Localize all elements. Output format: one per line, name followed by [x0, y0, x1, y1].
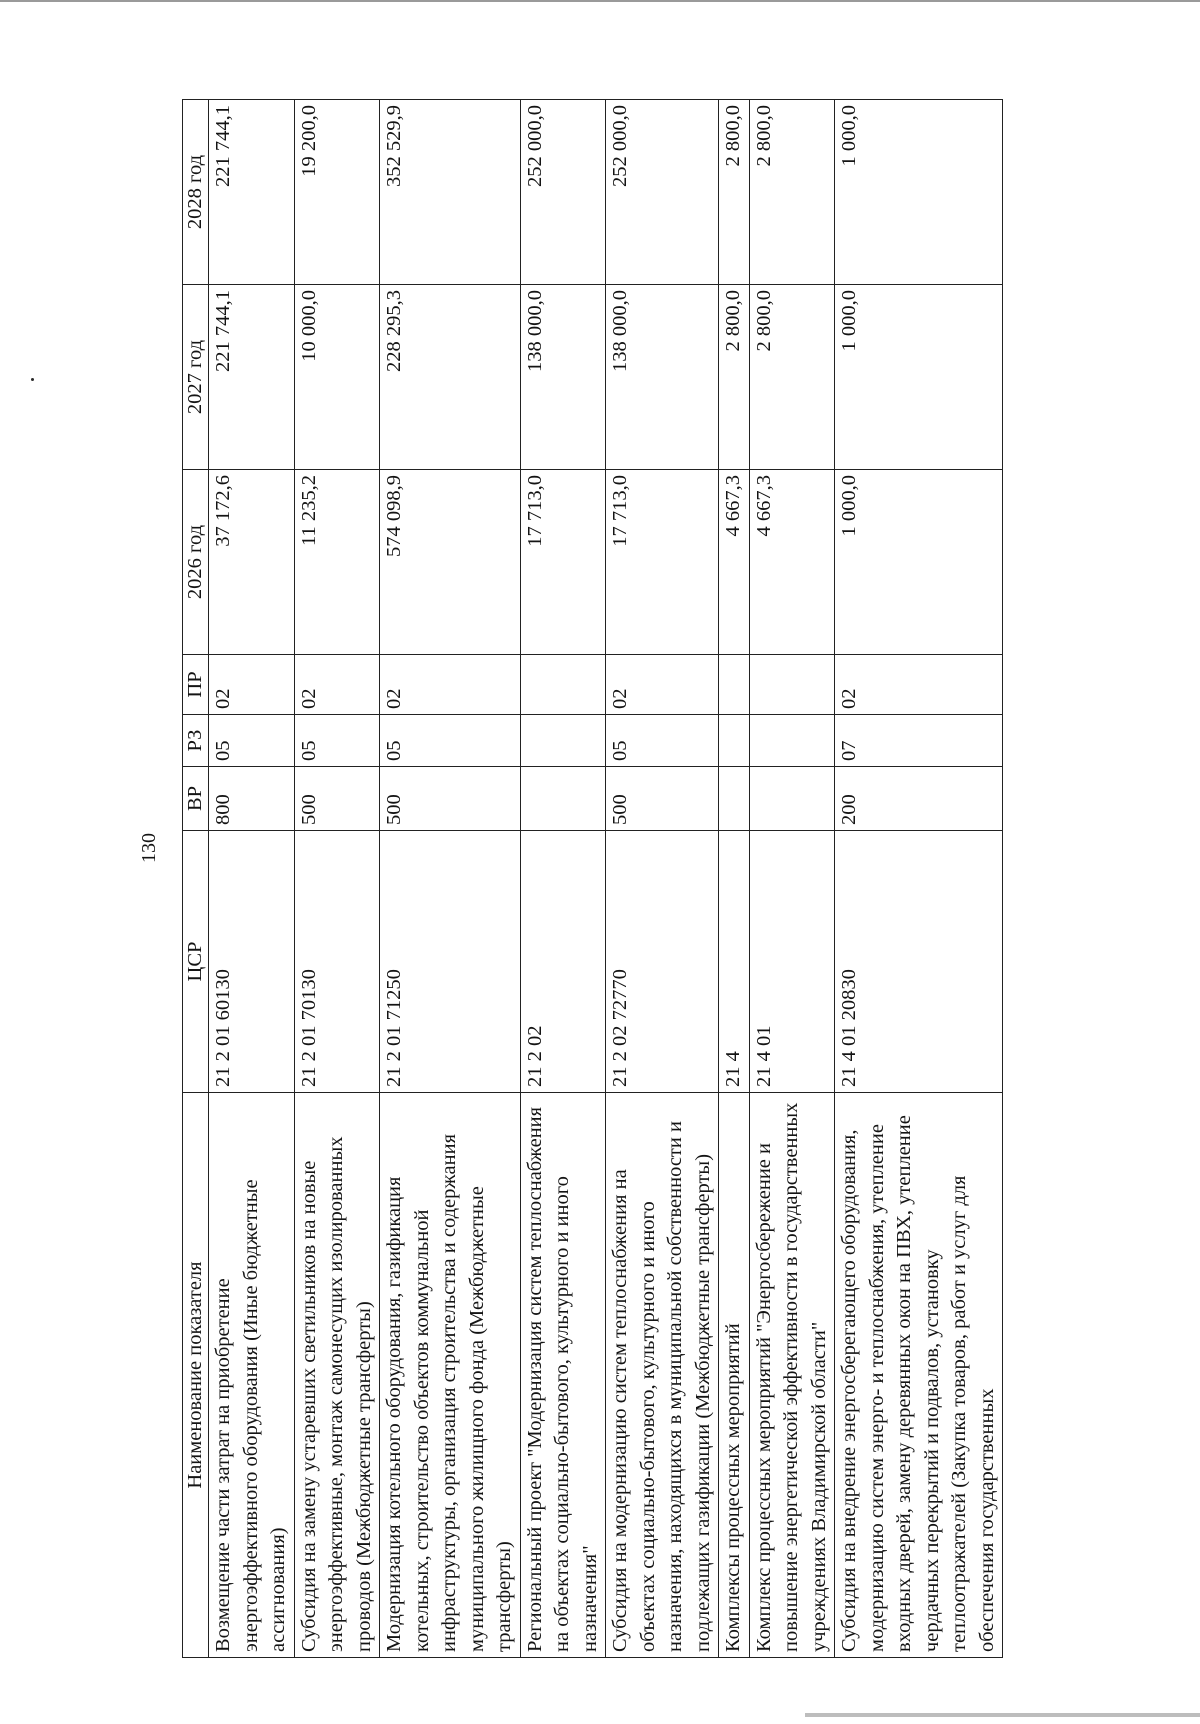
cell-pr — [520, 655, 606, 715]
table-row — [719, 100, 750, 1658]
cell-pr: 02 — [606, 655, 719, 715]
cell-pr: 02 — [380, 655, 521, 715]
cell-name: Субсидия на замену устаревших светильников на новые энергоэффективные, монтаж самонесущих изолированных проводов (Межбюджетные трансферты) — [294, 1093, 380, 1658]
table-header-row — [183, 100, 209, 1658]
cell-csr: 21 4 01 — [749, 831, 835, 1093]
cell-2026: 37 172,6 — [209, 470, 295, 655]
header-2026: 2026 год — [183, 470, 209, 655]
cell-name: Комплекс процессных мероприятий "Энергосбережение и повышение энергетической эффективности в государственных учреждениях Владимирской области" — [749, 1093, 835, 1658]
page-number: 130 — [138, 833, 160, 863]
cell-rz: 05 — [209, 715, 295, 767]
cell-name: Региональный проект "Модернизация систем теплоснабжения на объектах социально-бытового, культурного и иного назначения" — [520, 1093, 606, 1658]
cell-name: Субсидия на внедрение энергосберегающего оборудования, модернизацию систем энерго- и теплоснабжения, утепление входных дверей, замену деревянных окон на ПВХ, утепление чердачных перекрытий и подвалов, установку теплоотражателей (Закупка товаров, работ и услуг для обеспечения государственных — [835, 1093, 1003, 1658]
cell-2027: 10 000,0 — [294, 285, 380, 470]
cell-vr: 500 — [606, 767, 719, 831]
rotated-page-content — [182, 100, 1142, 1658]
cell-2026: 4 667,3 — [719, 470, 750, 655]
table-row — [380, 100, 521, 1658]
cell-2028: 352 529,9 — [380, 100, 521, 285]
cell-rz — [719, 715, 750, 767]
table-row — [520, 100, 606, 1658]
cell-vr — [749, 767, 835, 831]
cell-vr — [719, 767, 750, 831]
scan-edge-top — [0, 0, 1200, 2]
cell-vr: 500 — [294, 767, 380, 831]
cell-2027: 2 800,0 — [719, 285, 750, 470]
header-2027: 2027 год — [183, 285, 209, 470]
cell-csr: 21 4 01 20830 — [835, 831, 1003, 1093]
scan-edge-bottom — [805, 1713, 1200, 1717]
cell-rz: 05 — [380, 715, 521, 767]
table-row — [749, 100, 835, 1658]
cell-rz — [520, 715, 606, 767]
cell-csr: 21 2 01 71250 — [380, 831, 521, 1093]
cell-2028: 221 744,1 — [209, 100, 295, 285]
cell-2027: 221 744,1 — [209, 285, 295, 470]
cell-name: Возмещение части затрат на приобретение энергоэффективного оборудования (Иные бюджетные ассигнования) — [209, 1093, 295, 1658]
cell-2027: 228 295,3 — [380, 285, 521, 470]
header-pr: ПР — [183, 655, 209, 715]
cell-2028: 2 800,0 — [719, 100, 750, 285]
cell-csr: 21 2 01 60130 — [209, 831, 295, 1093]
cell-2028: 2 800,0 — [749, 100, 835, 285]
table-row — [209, 100, 295, 1658]
header-vr: ВР — [183, 767, 209, 831]
scan-speck — [31, 378, 34, 381]
table-row — [835, 100, 1003, 1658]
header-csr: ЦСР — [183, 831, 209, 1093]
cell-csr: 21 2 02 — [520, 831, 606, 1093]
cell-rz: 05 — [606, 715, 719, 767]
table-row — [294, 100, 380, 1658]
cell-pr — [719, 655, 750, 715]
cell-pr: 02 — [835, 655, 1003, 715]
cell-name: Субсидия на модернизацию систем теплоснабжения на объектах социально-бытового, культурного и иного назначения, находящихся в муниципальной собственности и подлежащих газификации (Межбюджетные трансферты) — [606, 1093, 719, 1658]
cell-2026: 11 235,2 — [294, 470, 380, 655]
cell-csr: 21 2 01 70130 — [294, 831, 380, 1093]
cell-vr: 500 — [380, 767, 521, 831]
header-rz: РЗ — [183, 715, 209, 767]
cell-2026: 1 000,0 — [835, 470, 1003, 655]
cell-2027: 2 800,0 — [749, 285, 835, 470]
cell-csr: 21 4 — [719, 831, 750, 1093]
cell-2028: 252 000,0 — [606, 100, 719, 285]
table-row — [606, 100, 719, 1658]
cell-rz: 05 — [294, 715, 380, 767]
cell-2028: 1 000,0 — [835, 100, 1003, 285]
cell-rz: 07 — [835, 715, 1003, 767]
budget-table — [182, 99, 1003, 1658]
cell-2026: 17 713,0 — [520, 470, 606, 655]
cell-2028: 19 200,0 — [294, 100, 380, 285]
header-2028: 2028 год — [183, 100, 209, 285]
cell-vr — [520, 767, 606, 831]
cell-csr: 21 2 02 72770 — [606, 831, 719, 1093]
cell-name: Комплексы процессных мероприятий — [719, 1093, 750, 1658]
cell-2027: 138 000,0 — [520, 285, 606, 470]
cell-rz — [749, 715, 835, 767]
cell-name: Модернизация котельного оборудования, газификация котельных, строительство объектов коммунальной инфраструктуры, организация строительства и содержания муниципального жилищного фонда (Межбюджетные трансферты) — [380, 1093, 521, 1658]
cell-pr: 02 — [209, 655, 295, 715]
cell-2027: 138 000,0 — [606, 285, 719, 470]
cell-pr: 02 — [294, 655, 380, 715]
cell-2027: 1 000,0 — [835, 285, 1003, 470]
cell-2026: 4 667,3 — [749, 470, 835, 655]
cell-vr: 200 — [835, 767, 1003, 831]
cell-2026: 574 098,9 — [380, 470, 521, 655]
cell-pr — [749, 655, 835, 715]
cell-vr: 800 — [209, 767, 295, 831]
cell-2026: 17 713,0 — [606, 470, 719, 655]
header-name: Наименование показателя — [183, 1093, 209, 1658]
cell-2028: 252 000,0 — [520, 100, 606, 285]
